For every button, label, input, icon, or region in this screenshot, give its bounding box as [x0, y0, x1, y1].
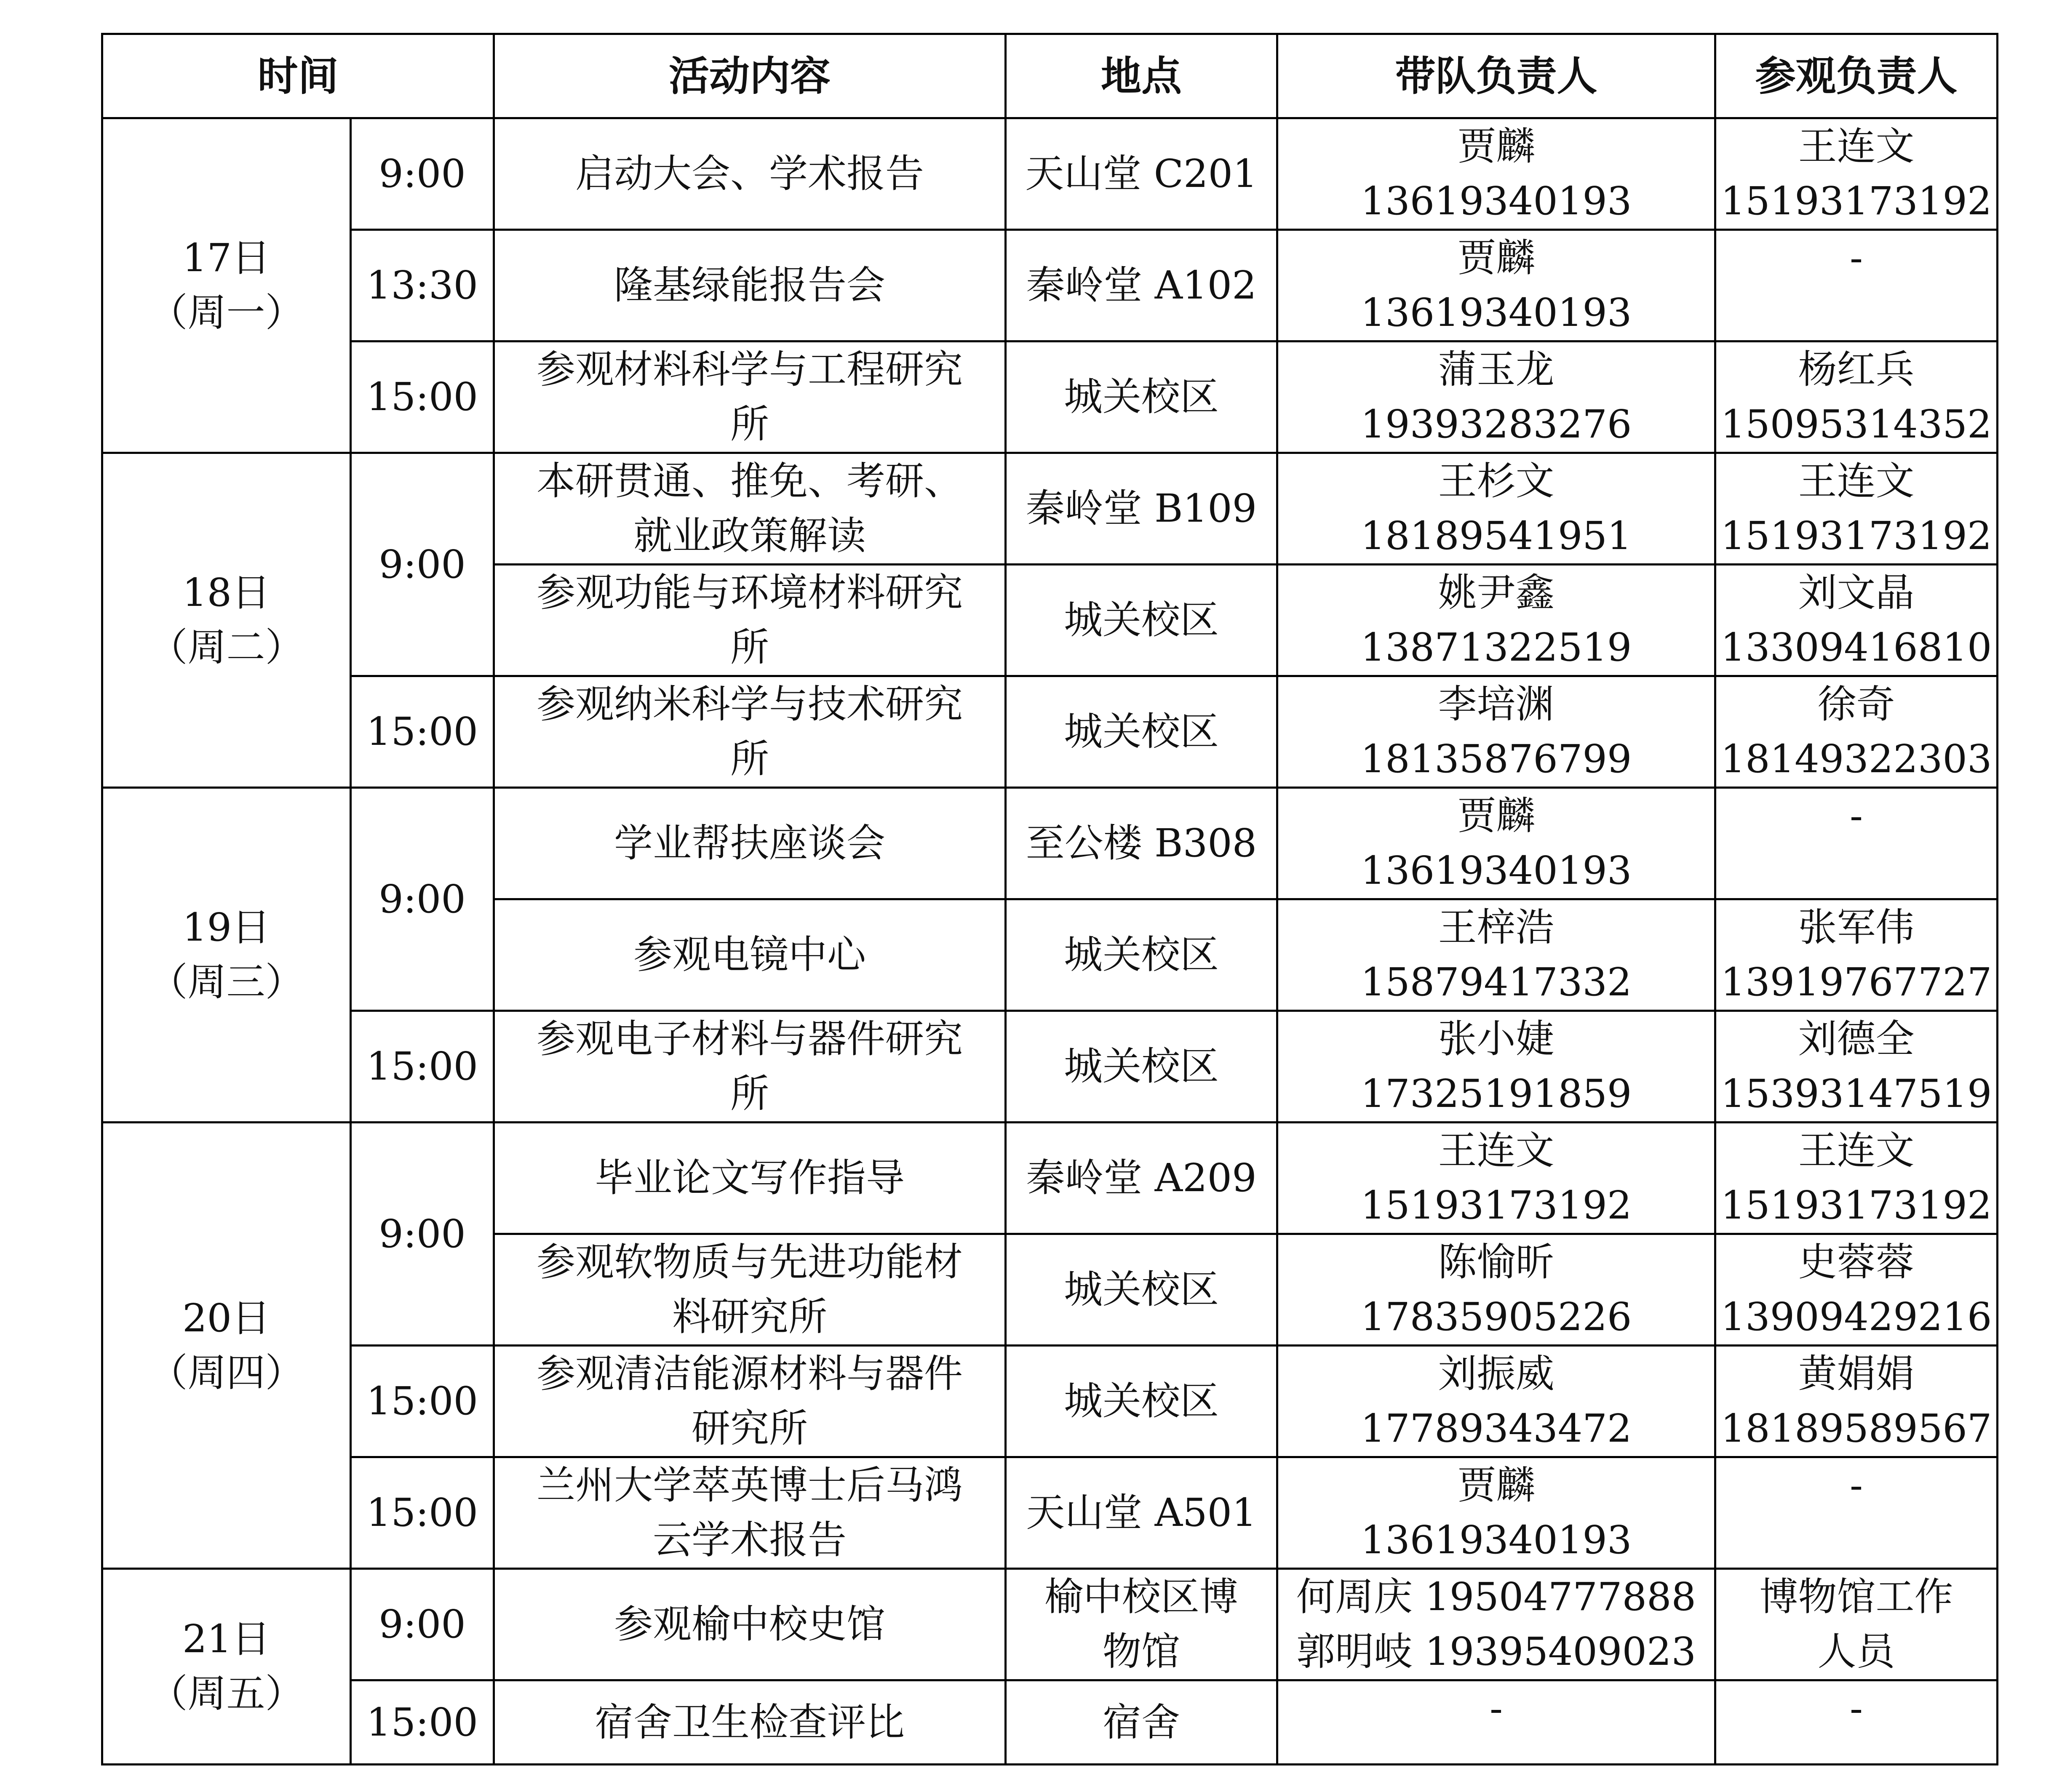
leader-cell: [1277, 565, 1715, 676]
activity-cell: [494, 1011, 1006, 1123]
leader-cell-line: 贾麟: [1457, 124, 1535, 169]
location-cell: [1006, 676, 1277, 788]
location-cell: [1006, 118, 1277, 230]
visit-cell-line: 王连文: [1798, 459, 1915, 504]
activity-cell: [494, 230, 1006, 341]
visit-cell: [1715, 341, 1998, 453]
location-cell-line: 秦岭堂 A209: [1026, 1155, 1257, 1200]
location-cell: [1006, 1457, 1277, 1569]
activity-cell: [494, 1123, 1006, 1234]
activity-cell-line: 所: [730, 736, 769, 781]
leader-cell-line: 何周庆 19504777888: [1296, 1574, 1696, 1619]
visit-cell: [1715, 1569, 1998, 1680]
activity-cell-line: 参观功能与环境材料研究: [536, 570, 963, 615]
visit-cell-line: -: [1849, 793, 1863, 838]
activity-cell-line: 毕业论文写作指导: [594, 1155, 905, 1200]
day-cell: [102, 788, 351, 1123]
visit-cell-line: 13909429216: [1720, 1294, 1992, 1339]
visit-cell: [1715, 1346, 1998, 1457]
table-row: [102, 676, 1998, 788]
leader-cell: [1277, 1123, 1715, 1234]
visit-cell: [1715, 899, 1998, 1011]
visit-cell-line: 徐奇: [1817, 682, 1895, 727]
leader-cell-line: 李培渊: [1438, 682, 1555, 727]
leader-cell: [1277, 1569, 1715, 1680]
time-cell: 13:30: [351, 230, 494, 341]
leader-cell-line: 13871322519: [1360, 625, 1632, 670]
visit-cell-line: 15193173192: [1720, 1183, 1992, 1228]
visit-cell: [1715, 565, 1998, 676]
location-cell-line: 至公楼 B308: [1026, 821, 1257, 866]
leader-cell: [1277, 230, 1715, 341]
leader-cell-line: 13619340193: [1360, 848, 1632, 893]
location-cell: [1006, 1680, 1277, 1765]
visit-cell-line: -: [1849, 1686, 1863, 1731]
location-cell: [1006, 1011, 1277, 1123]
leader-cell-line: -: [1489, 1686, 1503, 1731]
time-cell: 9:00: [351, 453, 494, 676]
location-cell-line: 城关校区: [1063, 1044, 1219, 1089]
location-cell-line: 城关校区: [1063, 1267, 1219, 1312]
header-leader: 带队负责人: [1277, 34, 1715, 118]
leader-cell: [1277, 1234, 1715, 1346]
visit-cell-line: 18189589567: [1720, 1406, 1992, 1451]
day-label: 20日: [182, 1295, 271, 1341]
visit-cell-line: 13919767727: [1720, 960, 1992, 1005]
day-label: 21日: [182, 1616, 271, 1661]
visit-cell-line: 15193173192: [1720, 513, 1992, 558]
activity-cell-line: 隆基绿能报告会: [614, 263, 885, 308]
leader-cell-line: 13619340193: [1360, 1517, 1632, 1563]
location-cell-line: 榆中校区博: [1044, 1574, 1238, 1619]
location-cell-line: 秦岭堂 B109: [1026, 486, 1257, 531]
time-cell: 9:00: [351, 788, 494, 1011]
leader-cell: [1277, 1457, 1715, 1569]
leader-cell: [1277, 1680, 1715, 1765]
table-row: [102, 1680, 1998, 1765]
visit-cell-line: 15193173192: [1720, 179, 1992, 224]
activity-cell-line: 云学术报告: [652, 1517, 847, 1563]
visit-cell-line: 刘文晶: [1798, 570, 1915, 615]
location-cell-line: 城关校区: [1063, 932, 1219, 977]
header-time: 时间: [102, 34, 494, 118]
location-cell-line: 天山堂 C201: [1025, 151, 1258, 196]
visit-cell: [1715, 1680, 1998, 1765]
day-label: 17日: [182, 235, 271, 280]
visit-cell: [1715, 1123, 1998, 1234]
visit-cell: [1715, 118, 1998, 230]
activity-cell-line: 参观榆中校史馆: [614, 1602, 885, 1647]
table-row: [102, 1346, 1998, 1457]
activity-cell: [494, 899, 1006, 1011]
leader-cell-line: 贾麟: [1457, 1463, 1535, 1508]
location-cell: [1006, 1234, 1277, 1346]
location-cell: [1006, 788, 1277, 899]
activity-cell-line: 参观纳米科学与技术研究: [536, 682, 963, 727]
schedule-body: [102, 118, 1998, 1765]
table-row: [102, 230, 1998, 341]
activity-cell: [494, 341, 1006, 453]
location-cell: [1006, 1123, 1277, 1234]
visit-cell-line: 15393147519: [1720, 1071, 1992, 1116]
visit-cell-line: 王连文: [1798, 1128, 1915, 1173]
activity-cell-line: 参观电子材料与器件研究: [536, 1016, 963, 1061]
time-cell: 15:00: [351, 1346, 494, 1457]
leader-cell-line: 13619340193: [1360, 290, 1632, 335]
activity-cell-line: 所: [730, 1071, 769, 1116]
location-cell: [1006, 1569, 1277, 1680]
leader-cell-line: 王杉文: [1438, 459, 1555, 504]
visit-cell-line: 黄娟娟: [1798, 1351, 1915, 1396]
leader-cell-line: 19393283276: [1360, 402, 1632, 447]
location-cell: [1006, 1346, 1277, 1457]
leader-cell-line: 贾麟: [1457, 235, 1535, 280]
location-cell-line: 城关校区: [1063, 374, 1219, 419]
location-cell: [1006, 453, 1277, 565]
weekday-label: （周三）: [149, 960, 304, 1005]
visit-cell-line: 杨红兵: [1798, 347, 1915, 392]
leader-cell-line: 王连文: [1438, 1128, 1555, 1173]
leader-cell-line: 王梓浩: [1438, 905, 1555, 950]
table-row: [102, 341, 1998, 453]
visit-cell-line: 13309416810: [1720, 625, 1992, 670]
activity-cell-line: 所: [730, 625, 769, 670]
location-cell-line: 城关校区: [1063, 597, 1219, 643]
activity-cell-line: 研究所: [691, 1406, 808, 1451]
visit-cell: [1715, 788, 1998, 899]
activity-cell-line: 参观材料科学与工程研究: [536, 347, 963, 392]
activity-cell-line: 宿舍卫生检查评比: [594, 1699, 905, 1745]
visit-cell-line: -: [1849, 1463, 1863, 1508]
day-label: 18日: [182, 570, 271, 615]
day-cell: [102, 1569, 351, 1765]
table-row: [102, 788, 1998, 899]
location-cell-line: 城关校区: [1063, 1379, 1219, 1424]
visit-cell-line: 人员: [1817, 1629, 1895, 1674]
visit-cell: [1715, 453, 1998, 565]
activity-cell: [494, 118, 1006, 230]
weekday-label: （周一）: [149, 290, 304, 335]
activity-cell: [494, 1234, 1006, 1346]
time-cell: 15:00: [351, 676, 494, 788]
activity-cell: [494, 453, 1006, 565]
visit-cell-line: 王连文: [1798, 124, 1915, 169]
time-cell: 15:00: [351, 1457, 494, 1569]
location-cell: [1006, 341, 1277, 453]
weekday-label: （周二）: [149, 625, 304, 670]
leader-cell-line: 姚尹鑫: [1438, 570, 1555, 615]
leader-cell-line: 17325191859: [1360, 1071, 1632, 1116]
activity-cell-line: 所: [730, 402, 769, 447]
activity-cell-line: 参观清洁能源材料与器件: [536, 1351, 963, 1396]
header-location: 地点: [1006, 34, 1277, 118]
visit-cell-line: -: [1849, 235, 1863, 280]
day-cell: [102, 453, 351, 788]
day-label: 19日: [182, 905, 271, 950]
visit-cell: [1715, 1011, 1998, 1123]
leader-cell: [1277, 788, 1715, 899]
location-cell-line: 天山堂 A501: [1026, 1490, 1257, 1535]
leader-cell: [1277, 453, 1715, 565]
schedule-table: [101, 33, 1998, 1765]
time-cell: 9:00: [351, 1123, 494, 1346]
activity-cell-line: 兰州大学萃英博士后马鸿: [536, 1463, 963, 1508]
table-row: [102, 1011, 1998, 1123]
activity-cell: [494, 1346, 1006, 1457]
table-row: [102, 1569, 1998, 1680]
activity-cell: [494, 1569, 1006, 1680]
activity-cell: [494, 788, 1006, 899]
leader-cell-line: 郭明岐 19395409023: [1296, 1629, 1696, 1674]
time-cell: 15:00: [351, 1680, 494, 1765]
table-row: [102, 1457, 1998, 1569]
time-cell: 15:00: [351, 341, 494, 453]
table-row: [102, 118, 1998, 230]
weekday-label: （周五）: [149, 1671, 304, 1716]
visit-cell-line: 张军伟: [1798, 905, 1915, 950]
visit-cell: [1715, 1457, 1998, 1569]
activity-cell-line: 就业政策解读: [633, 513, 866, 558]
location-cell-line: 城关校区: [1063, 709, 1219, 754]
visit-cell-line: 18149322303: [1720, 736, 1992, 781]
location-cell-line: 秦岭堂 A102: [1026, 263, 1257, 308]
day-cell: [102, 118, 351, 453]
weekday-label: （周四）: [149, 1350, 304, 1395]
leader-cell-line: 13619340193: [1360, 179, 1632, 224]
header-activity: 活动内容: [494, 34, 1006, 118]
visit-cell-line: 刘德全: [1798, 1016, 1915, 1061]
leader-cell-line: 蒲玉龙: [1438, 347, 1555, 392]
leader-cell-line: 陈愉昕: [1438, 1240, 1555, 1285]
activity-cell-line: 参观电镜中心: [633, 932, 866, 977]
leader-cell-line: 15193173192: [1360, 1183, 1632, 1228]
leader-cell-line: 17789343472: [1360, 1406, 1632, 1451]
table-row: [102, 1123, 1998, 1234]
activity-cell-line: 参观软物质与先进功能材: [536, 1240, 963, 1285]
leader-cell: [1277, 899, 1715, 1011]
time-cell: 15:00: [351, 1011, 494, 1123]
activity-cell: [494, 1680, 1006, 1765]
visit-cell: [1715, 676, 1998, 788]
leader-cell-line: 贾麟: [1457, 793, 1535, 838]
header-visit: 参观负责人: [1715, 34, 1998, 118]
visit-cell: [1715, 230, 1998, 341]
activity-cell: [494, 565, 1006, 676]
activity-cell-line: 启动大会、学术报告: [575, 151, 924, 196]
header-row: [102, 34, 1998, 118]
leader-cell: [1277, 676, 1715, 788]
visit-cell-line: 博物馆工作: [1759, 1574, 1953, 1619]
location-cell-line: 物馆: [1102, 1629, 1180, 1674]
leader-cell: [1277, 341, 1715, 453]
leader-cell: [1277, 118, 1715, 230]
leader-cell: [1277, 1011, 1715, 1123]
activity-cell: [494, 1457, 1006, 1569]
activity-cell-line: 学业帮扶座谈会: [614, 821, 885, 866]
time-cell: 9:00: [351, 118, 494, 230]
location-cell: [1006, 230, 1277, 341]
leader-cell-line: 18135876799: [1360, 736, 1632, 781]
visit-cell-line: 15095314352: [1720, 402, 1992, 447]
table-row: [102, 453, 1998, 565]
time-cell: 9:00: [351, 1569, 494, 1680]
leader-cell-line: 17835905226: [1360, 1294, 1632, 1339]
location-cell-line: 宿舍: [1102, 1699, 1180, 1745]
activity-cell: [494, 676, 1006, 788]
leader-cell-line: 18189541951: [1360, 513, 1632, 558]
visit-cell-line: 史蓉蓉: [1798, 1240, 1915, 1285]
day-cell: [102, 1123, 351, 1569]
activity-cell-line: 本研贯通、推免、考研、: [536, 459, 963, 504]
activity-cell-line: 料研究所: [672, 1294, 827, 1339]
location-cell: [1006, 899, 1277, 1011]
location-cell: [1006, 565, 1277, 676]
leader-cell-line: 15879417332: [1360, 960, 1632, 1005]
visit-cell: [1715, 1234, 1998, 1346]
leader-cell-line: 刘振威: [1438, 1351, 1555, 1396]
leader-cell-line: 张小婕: [1438, 1016, 1555, 1061]
leader-cell: [1277, 1346, 1715, 1457]
